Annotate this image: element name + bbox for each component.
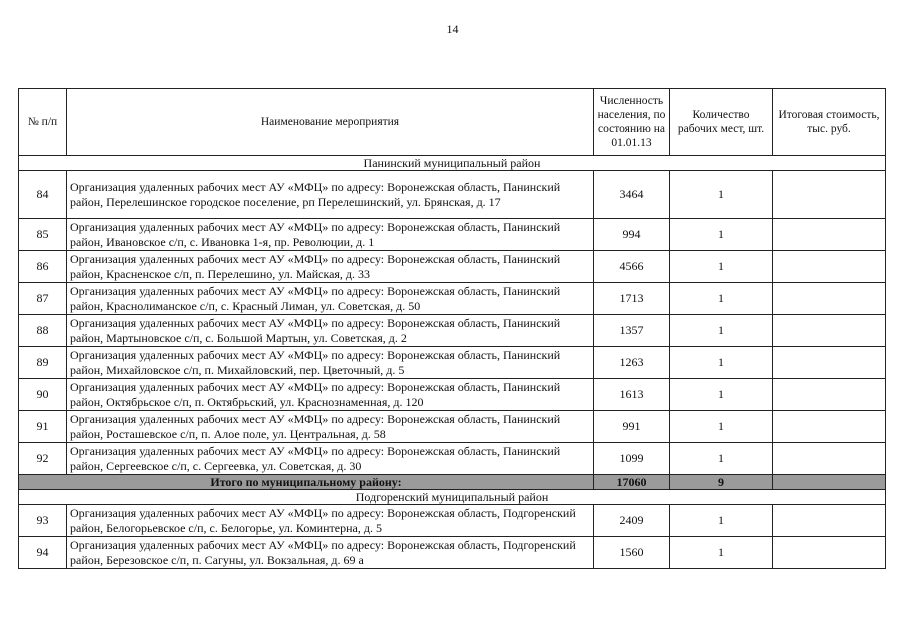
header-population: Численность населения, по состоянию на 01.01.13	[594, 89, 670, 156]
table-row	[19, 379, 886, 411]
row-name: Организация удаленных рабочих мест АУ «МФЦ» по адресу: Воронежская область, Панинский район, Мартыновское с/п, с. Большой Мартын, ул. Советская, д. 2	[67, 315, 594, 347]
row-population: 1099	[594, 443, 670, 475]
row-workplaces: 1	[670, 171, 773, 219]
total-row	[19, 475, 886, 490]
row-num: 90	[19, 379, 67, 411]
row-name: Организация удаленных рабочих мест АУ «МФЦ» по адресу: Воронежская область, Панинский район, Перелешинское городское поселение, рп Перелешинский, ул. Брянская, д. 17	[67, 171, 594, 219]
row-name: Организация удаленных рабочих мест АУ «МФЦ» по адресу: Воронежская область, Панинский район, Красненское с/п, п. Перелешино, ул. Майская, д. 33	[67, 251, 594, 283]
row-population: 4566	[594, 251, 670, 283]
table-row	[19, 171, 886, 219]
row-cost	[773, 505, 886, 537]
row-cost	[773, 411, 886, 443]
row-population: 1560	[594, 537, 670, 569]
row-num: 87	[19, 283, 67, 315]
row-cost	[773, 347, 886, 379]
row-num: 89	[19, 347, 67, 379]
header-name: Наименование мероприятия	[67, 89, 594, 156]
table-row	[19, 411, 886, 443]
row-workplaces: 1	[670, 505, 773, 537]
table-row	[19, 443, 886, 475]
section-title: Панинский муниципальный район	[19, 156, 886, 171]
row-name: Организация удаленных рабочих мест АУ «МФЦ» по адресу: Воронежская область, Панинский район, Ивановское с/п, с. Ивановка 1-я, пр. Революции, д. 1	[67, 219, 594, 251]
total-workplaces: 9	[670, 475, 773, 490]
row-workplaces: 1	[670, 537, 773, 569]
table-row	[19, 315, 886, 347]
row-population: 1263	[594, 347, 670, 379]
row-cost	[773, 443, 886, 475]
row-workplaces: 1	[670, 283, 773, 315]
page-number: 14	[446, 22, 459, 36]
row-population: 3464	[594, 171, 670, 219]
row-name: Организация удаленных рабочих мест АУ «МФЦ» по адресу: Воронежская область, Подгоренский район, Березовское с/п, п. Сагуны, ул. Вокзальная, д. 69 а	[67, 537, 594, 569]
row-workplaces: 1	[670, 219, 773, 251]
row-population: 2409	[594, 505, 670, 537]
row-population: 994	[594, 219, 670, 251]
row-workplaces: 1	[670, 251, 773, 283]
row-cost	[773, 537, 886, 569]
row-name: Организация удаленных рабочих мест АУ «МФЦ» по адресу: Воронежская область, Подгоренский район, Белогорьевское с/п, с. Белогорье, ул. Коминтерна, д. 5	[67, 505, 594, 537]
row-population: 1357	[594, 315, 670, 347]
total-cost	[773, 475, 886, 490]
header-cost: Итоговая стоимость, тыс. руб.	[773, 89, 886, 156]
table-row	[19, 251, 886, 283]
row-num: 86	[19, 251, 67, 283]
row-population: 991	[594, 411, 670, 443]
row-workplaces: 1	[670, 411, 773, 443]
section-row	[19, 490, 886, 505]
table-row	[19, 283, 886, 315]
row-cost	[773, 219, 886, 251]
header-num: № п/п	[19, 89, 67, 156]
table-header-row	[19, 89, 886, 156]
row-workplaces: 1	[670, 443, 773, 475]
table-row	[19, 347, 886, 379]
section-title: Подгоренский муниципальный район	[19, 490, 886, 505]
table-row	[19, 505, 886, 537]
row-workplaces: 1	[670, 315, 773, 347]
row-name: Организация удаленных рабочих мест АУ «МФЦ» по адресу: Воронежская область, Панинский район, Краснолиманское с/п, с. Красный Лиман, ул. Советская, д. 50	[67, 283, 594, 315]
row-name: Организация удаленных рабочих мест АУ «МФЦ» по адресу: Воронежская область, Панинский район, Октябрьское с/п, п. Октябрьский, ул. Краснознаменная, д. 120	[67, 379, 594, 411]
row-cost	[773, 315, 886, 347]
measures-table	[18, 88, 886, 569]
row-num: 88	[19, 315, 67, 347]
row-workplaces: 1	[670, 347, 773, 379]
section-row	[19, 156, 886, 171]
row-name: Организация удаленных рабочих мест АУ «МФЦ» по адресу: Воронежская область, Панинский район, Сергеевское с/п, с. Сергеевка, ул. Советская, д. 30	[67, 443, 594, 475]
row-num: 84	[19, 171, 67, 219]
row-num: 94	[19, 537, 67, 569]
row-cost	[773, 283, 886, 315]
header-workplaces: Количество рабочих мест, шт.	[670, 89, 773, 156]
row-num: 92	[19, 443, 67, 475]
total-population: 17060	[594, 475, 670, 490]
row-cost	[773, 379, 886, 411]
row-num: 93	[19, 505, 67, 537]
total-label: Итого по муниципальному району:	[19, 475, 594, 490]
table-row	[19, 219, 886, 251]
row-population: 1713	[594, 283, 670, 315]
table-row	[19, 537, 886, 569]
row-cost	[773, 251, 886, 283]
row-cost	[773, 171, 886, 219]
row-population: 1613	[594, 379, 670, 411]
row-workplaces: 1	[670, 379, 773, 411]
row-name: Организация удаленных рабочих мест АУ «МФЦ» по адресу: Воронежская область, Панинский район, Михайловское с/п, п. Михайловский, пер. Цветочный, д. 5	[67, 347, 594, 379]
row-num: 91	[19, 411, 67, 443]
row-num: 85	[19, 219, 67, 251]
row-name: Организация удаленных рабочих мест АУ «МФЦ» по адресу: Воронежская область, Панинский район, Росташевское с/п, п. Алое поле, ул. Центральная, д. 58	[67, 411, 594, 443]
